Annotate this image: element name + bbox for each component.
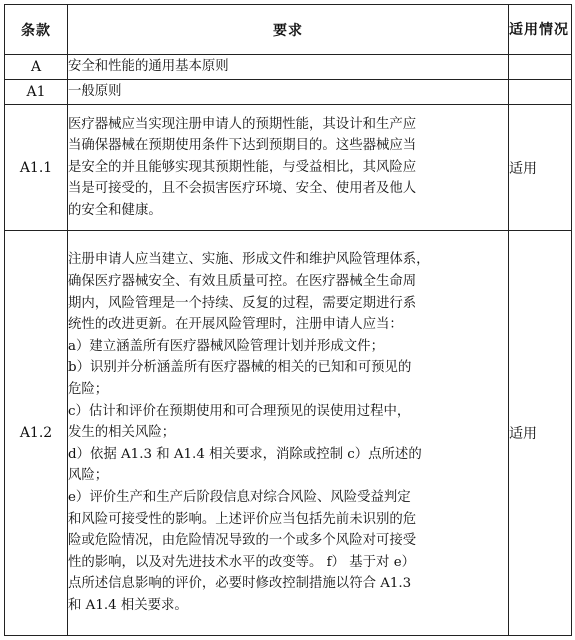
clause-cell: A1.1 [5,105,68,231]
applicability-cell [509,80,572,105]
requirement-line: b）识别并分析涵盖所有医疗器械的相关的已知和可预见的 [68,360,412,376]
requirement-line: 期内，风险管理是一个持续、反复的过程，需要定期进行系 [68,295,417,311]
header-requirement: 要求 [68,5,509,55]
table-row [5,231,572,636]
requirement-line: 危险； [68,382,109,398]
applicability-cell [509,55,572,80]
requirement-line: 和风险可接受性的影响。上述评价应当包括先前未识别的危 [68,511,417,527]
requirement-line: 统性的改进更新。在开展风险管理时，注册申请人应当： [68,317,403,333]
requirement-line: 当是可接受的，且不会损害医疗环境、安全、使用者及他人 [68,181,417,197]
applicability-cell: 适用 [509,105,572,231]
requirement-cell [68,231,509,636]
header-clause: 条款 [5,5,68,55]
requirement-cell [68,105,509,231]
header-applicability: 适用情况 [509,5,572,55]
requirement-line: c）估计和评价在预期使用和可合理预见的误使用过程中， [68,403,411,419]
applicability-cell: 适用 [509,231,572,636]
table-row [5,105,572,231]
requirement-line: 当确保器械在预期使用条件下达到预期目的。这些器械应当 [68,138,417,154]
clause-cell: A1.2 [5,231,68,636]
requirement-line: 确保医疗器械安全、有效且质量可控。在医疗器械全生命周 [68,274,417,290]
requirement-line: 和 A1.4 相关要求。 [68,597,188,613]
requirement-line: d）依据 A1.3 和 A1.4 相关要求，消除或控制 c）点所述的 [68,446,422,462]
requirement-line: 发生的相关风险； [68,425,176,441]
requirement-line: a）建立涵盖所有医疗器械风险管理计划并形成文件； [68,338,384,354]
requirement-line: 一般原则 [68,84,122,100]
requirement-cell [68,80,509,105]
requirement-line: 安全和性能的通用基本原则 [68,59,229,75]
requirement-line: 性的影响，以及对先进技术水平的改变等。 f） 基于对 e） [68,554,416,570]
requirement-line: 医疗器械应当实现注册申请人的预期性能，其设计和生产应 [68,116,417,132]
table-row [5,55,572,80]
table-row [5,80,572,105]
requirement-cell [68,55,509,80]
requirement-line: 风险； [68,468,109,484]
requirement-line: 的安全和健康。 [68,202,162,218]
header-row [5,5,572,55]
requirement-line: 险或危险情况，由危险情况导致的一个或多个风险对可接受 [68,533,417,549]
requirement-line: e）评价生产和生产后阶段信息对综合风险、风险受益判定 [68,489,411,505]
requirement-line: 注册申请人应当建立、实施、形成文件和维护风险管理体系， [68,252,430,268]
requirement-line: 是安全的并且能够实现其预期性能，与受益相比，其风险应 [68,159,417,175]
clause-cell: A1 [5,80,68,105]
clause-cell: A [5,55,68,80]
requirements-table [4,4,572,636]
requirement-line: 点所述信息影响的评价，必要时修改控制措施以符合 A1.3 [68,576,412,592]
